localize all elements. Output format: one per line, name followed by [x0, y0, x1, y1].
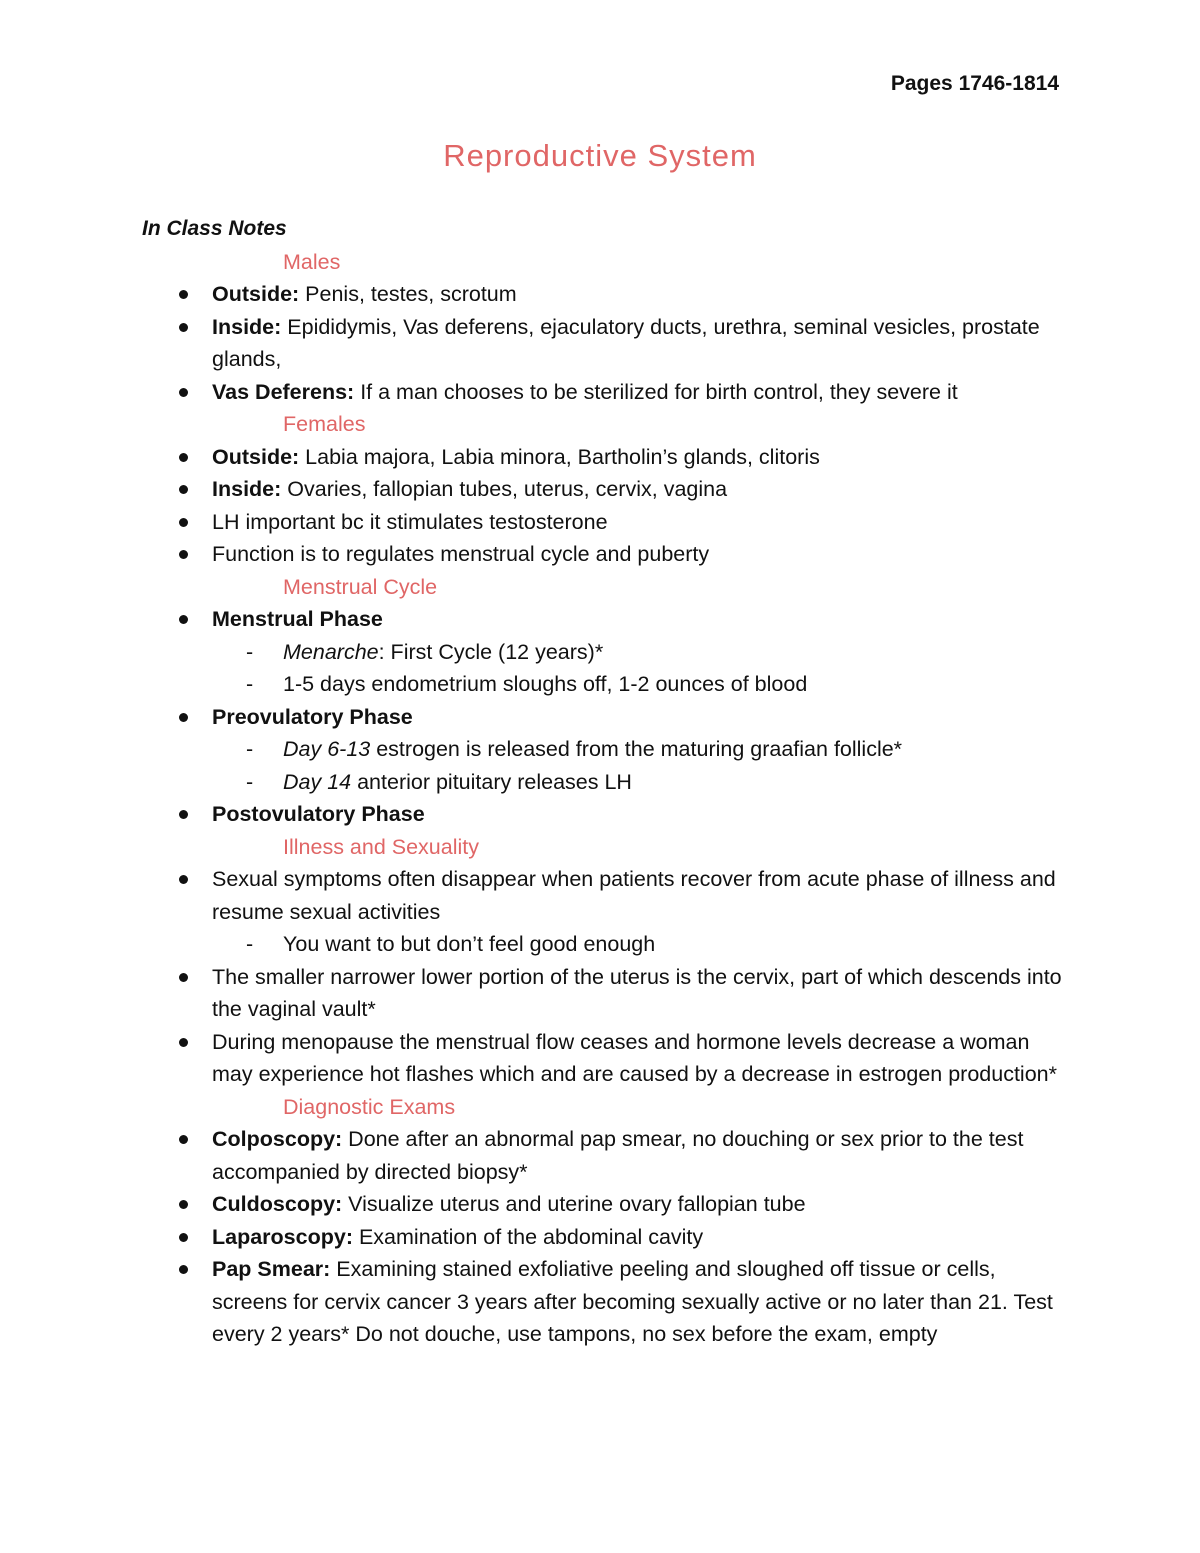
dash-marker: -: [246, 672, 254, 696]
item-label: Outside:: [212, 444, 300, 469]
item-text: Examination of the abdominal cavity: [352, 1224, 704, 1249]
dash-marker: -: [246, 769, 254, 794]
dash-marker: -: [246, 737, 254, 761]
item-text: You want to but don’t feel good enough: [283, 932, 656, 956]
item-text: : First Cycle (12 years)*: [378, 639, 604, 664]
list-item: [142, 961, 1072, 1026]
item-label: Postovulatory Phase: [212, 802, 425, 826]
sub-list-item: [142, 636, 1072, 669]
item-text: Visualize uterus and uterine ovary fallopian tube: [342, 1192, 806, 1216]
item-text: anterior pituitary releases LH: [351, 769, 632, 794]
list-item: [142, 1026, 1072, 1091]
item-label: Vas Deferens:: [212, 379, 355, 404]
list-item: [142, 1188, 1072, 1221]
section-label: In Class Notes: [142, 217, 287, 240]
heading-diagnostic-exams: Diagnostic Exams: [283, 1094, 456, 1119]
item-text: During menopause the menstrual flow ceases and hormone levels decrease a woman may experience hot flashes which and are caused by a decrease in estrogen production*: [212, 1029, 1057, 1086]
item-label: Outside:: [212, 282, 300, 306]
bullet-icon: [179, 1038, 188, 1047]
heading-females: Females: [283, 412, 366, 436]
item-label: Inside:: [212, 314, 282, 339]
item-label: Inside:: [212, 477, 282, 501]
bullet-icon: [179, 290, 188, 299]
item-label: Day 14: [283, 769, 352, 794]
list-item: [142, 863, 1072, 928]
sub-list-item: [142, 733, 1072, 766]
item-text: estrogen is released from the maturing graafian follicle*: [370, 737, 903, 761]
bullet-icon: [179, 388, 188, 397]
bullet-icon: [179, 713, 188, 722]
bullet-icon: [179, 1265, 188, 1274]
list-item: [142, 311, 1072, 376]
bullet-icon: [179, 323, 188, 332]
bullet-icon: [179, 1135, 188, 1144]
item-text: Function is to regulates menstrual cycle and puberty: [212, 542, 710, 566]
item-label: Colposcopy:: [212, 1127, 343, 1151]
list-item: [142, 473, 1072, 506]
dash-marker: -: [246, 932, 254, 956]
list-item: [142, 1123, 1072, 1188]
list-item: [142, 376, 1072, 409]
item-text: Ovaries, fallopian tubes, uterus, cervix, vagina: [281, 477, 728, 501]
bullet-icon: [179, 453, 188, 462]
item-label: Pap Smear:: [212, 1257, 331, 1281]
bullet-icon: [179, 485, 188, 494]
list-item: [142, 1221, 1072, 1254]
item-label: Day 6-13: [283, 737, 371, 761]
item-text: Examining stained exfoliative peeling and sloughed off tissue or cells, screens for cervix cancer 3 years after becoming sexually active or no later than 21. Test every 2 years* Do not douche, use tampons, no sex before the exam, empty: [212, 1257, 1053, 1346]
item-label: Preovulatory Phase: [212, 704, 413, 729]
heading-males: Males: [283, 249, 341, 274]
list-item: [142, 538, 1072, 571]
dash-marker: -: [246, 639, 254, 664]
item-label: Menarche: [283, 639, 379, 664]
bullet-icon: [179, 1233, 188, 1242]
notes-body: [142, 213, 1072, 1351]
item-text: Penis, testes, scrotum: [299, 282, 517, 306]
page-number: Pages 1746-1814: [890, 72, 1059, 95]
item-text: If a man chooses to be sterilized for birth control, they severe it: [354, 379, 958, 404]
bullet-icon: [179, 518, 188, 527]
item-label: Laparoscopy:: [212, 1224, 353, 1249]
heading-illness-sexuality: Illness and Sexuality: [283, 834, 479, 859]
list-item: [142, 701, 1072, 734]
list-item: [142, 603, 1072, 636]
sub-list-item: [142, 928, 1072, 961]
item-label: Culdoscopy:: [212, 1192, 343, 1216]
list-item: [142, 441, 1072, 474]
sub-list-item: [142, 668, 1072, 701]
heading-menstrual-cycle: Menstrual Cycle: [283, 574, 438, 599]
list-item: [142, 1253, 1072, 1351]
document-title: Reproductive System: [443, 138, 757, 173]
bullet-icon: [179, 973, 188, 982]
bullet-icon: [179, 810, 188, 819]
item-text: 1-5 days endometrium sloughs off, 1-2 ounces of blood: [283, 672, 808, 696]
item-label: Menstrual Phase: [212, 607, 383, 631]
bullet-icon: [179, 550, 188, 559]
list-item: [142, 278, 1072, 311]
sub-list-item: [142, 766, 1072, 799]
item-text: The smaller narrower lower portion of the uterus is the cervix, part of which descends into the vaginal vault*: [212, 964, 1062, 1021]
list-item: [142, 798, 1072, 831]
item-text: Sexual symptoms often disappear when patients recover from acute phase of illness and resume sexual activities: [212, 867, 1056, 924]
bullet-icon: [179, 875, 188, 884]
item-text: Epididymis, Vas deferens, ejaculatory ducts, urethra, seminal vesicles, prostate glands,: [212, 314, 1040, 371]
item-text: Labia majora, Labia minora, Bartholin’s glands, clitoris: [299, 444, 820, 469]
bullet-icon: [179, 615, 188, 624]
bullet-icon: [179, 1200, 188, 1209]
item-text: Done after an abnormal pap smear, no douching or sex prior to the test accompanied by directed biopsy*: [212, 1127, 1024, 1184]
item-text: LH important bc it stimulates testosterone: [212, 509, 608, 534]
list-item: [142, 506, 1072, 539]
